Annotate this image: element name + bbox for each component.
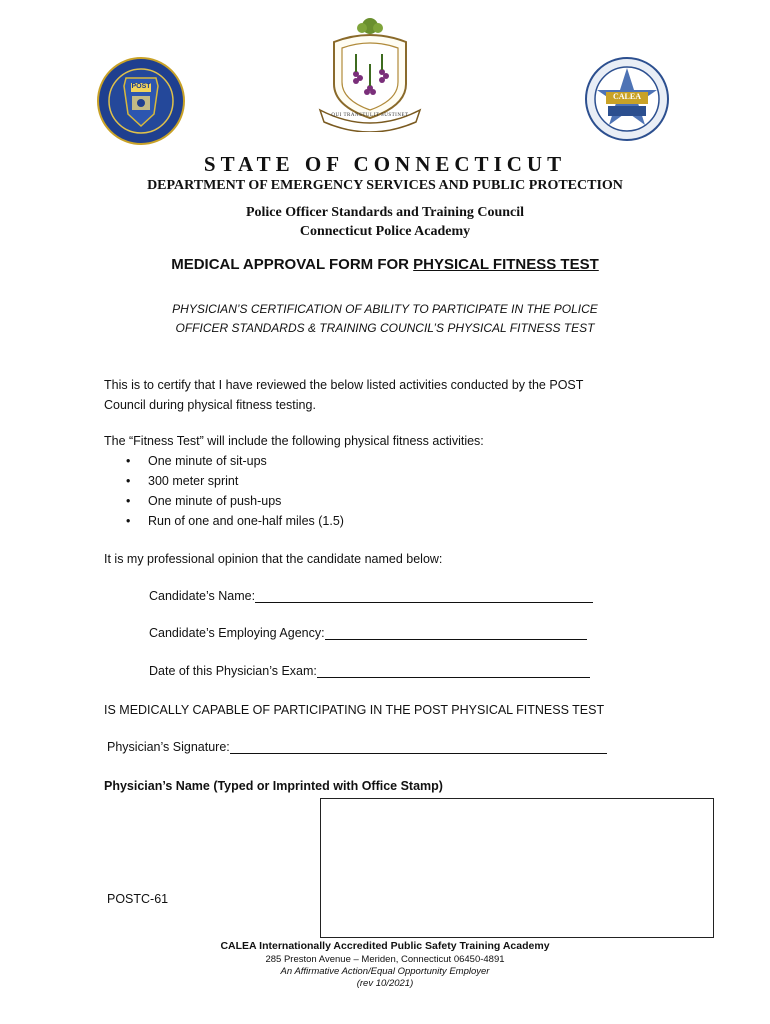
candidate-name-label: Candidate’s Name: (149, 589, 256, 603)
state-title: STATE OF CONNECTICUT (203, 152, 567, 176)
exam-date-input[interactable] (317, 663, 590, 678)
footer-accreditation: CALEA Internationally Accredited Public Safety Training Academy (220, 940, 550, 952)
signature-field (107, 739, 607, 754)
form-code: POSTC-61 (107, 892, 169, 906)
activities-list (104, 451, 344, 531)
candidate-name-input[interactable] (255, 588, 593, 603)
council-block (0, 203, 770, 241)
intro-line-1: This is to certify that I have reviewed the below listed activities conducted by the POST (104, 378, 584, 392)
footer-revision: (rev 10/2021) (356, 978, 414, 989)
opinion-text: It is my professional opinion that the candidate named below: (104, 552, 443, 566)
calea-seal-text: CALEA (612, 92, 641, 101)
physician-name-label: Physician’s Name (Typed or Imprinted with Office Stamp) (104, 779, 443, 793)
footer-eoe: An Affirmative Action/Equal Opportunity Employer (280, 966, 490, 977)
capable-statement: IS MEDICALLY CAPABLE OF PARTICIPATING IN THE POST PHYSICAL FITNESS TEST (104, 703, 605, 717)
footer-address: 285 Preston Avenue – Meriden, Connecticut 06450-4891 (265, 954, 505, 965)
certification-heading (0, 300, 770, 338)
state-motto: QUI TRANSTULIT SUSTINET (331, 113, 409, 118)
academy-name: Connecticut Police Academy (299, 224, 471, 239)
cert-line-2: OFFICER STANDARDS & TRAINING COUNCIL’S PHYSICAL FITNESS TEST (175, 321, 595, 335)
candidate-agency-field (149, 625, 587, 640)
form-title (0, 256, 770, 273)
list-item: • One minute of push-ups (148, 491, 344, 511)
calea-accreditation-seal (584, 56, 670, 142)
bullet-icon: • (126, 474, 131, 488)
activities-intro: The “Fitness Test” will include the following physical fitness activities: (104, 434, 484, 448)
department-name: DEPARTMENT OF EMERGENCY SERVICES AND PUBLIC PROTECTION (147, 178, 623, 193)
bullet-icon: • (126, 494, 131, 508)
candidate-agency-label: Candidate’s Employing Agency: (149, 626, 325, 640)
cert-line-1: PHYSICIAN’S CERTIFICATION OF ABILITY TO PARTICIPATE IN THE POLICE (172, 302, 598, 316)
form-title-prefix: MEDICAL APPROVAL FORM FOR (171, 256, 414, 273)
signature-label: Physician’s Signature: (107, 740, 230, 754)
council-name: Police Officer Standards and Training Council (245, 205, 525, 220)
form-title-underlined: PHYSICAL FITNESS TEST (413, 256, 599, 273)
candidate-agency-input[interactable] (325, 625, 587, 640)
bullet-icon: • (126, 454, 131, 468)
list-item: • One minute of sit-ups (148, 451, 344, 471)
intro-line-2: Council during physical fitness testing. (104, 398, 316, 412)
candidate-name-field (149, 588, 593, 603)
post-seal-text: POST (131, 83, 151, 90)
list-item: • Run of one and one-half miles (1.5) (148, 511, 344, 531)
office-stamp-box[interactable] (320, 798, 714, 938)
exam-date-label: Date of this Physician’s Exam: (149, 664, 317, 678)
intro-paragraph (104, 375, 583, 415)
exam-date-field (149, 663, 590, 678)
list-item: • 300 meter sprint (148, 471, 344, 491)
signature-input[interactable] (230, 739, 607, 754)
post-council-seal (96, 56, 186, 146)
connecticut-state-seal (312, 14, 428, 132)
bullet-icon: • (126, 514, 131, 528)
